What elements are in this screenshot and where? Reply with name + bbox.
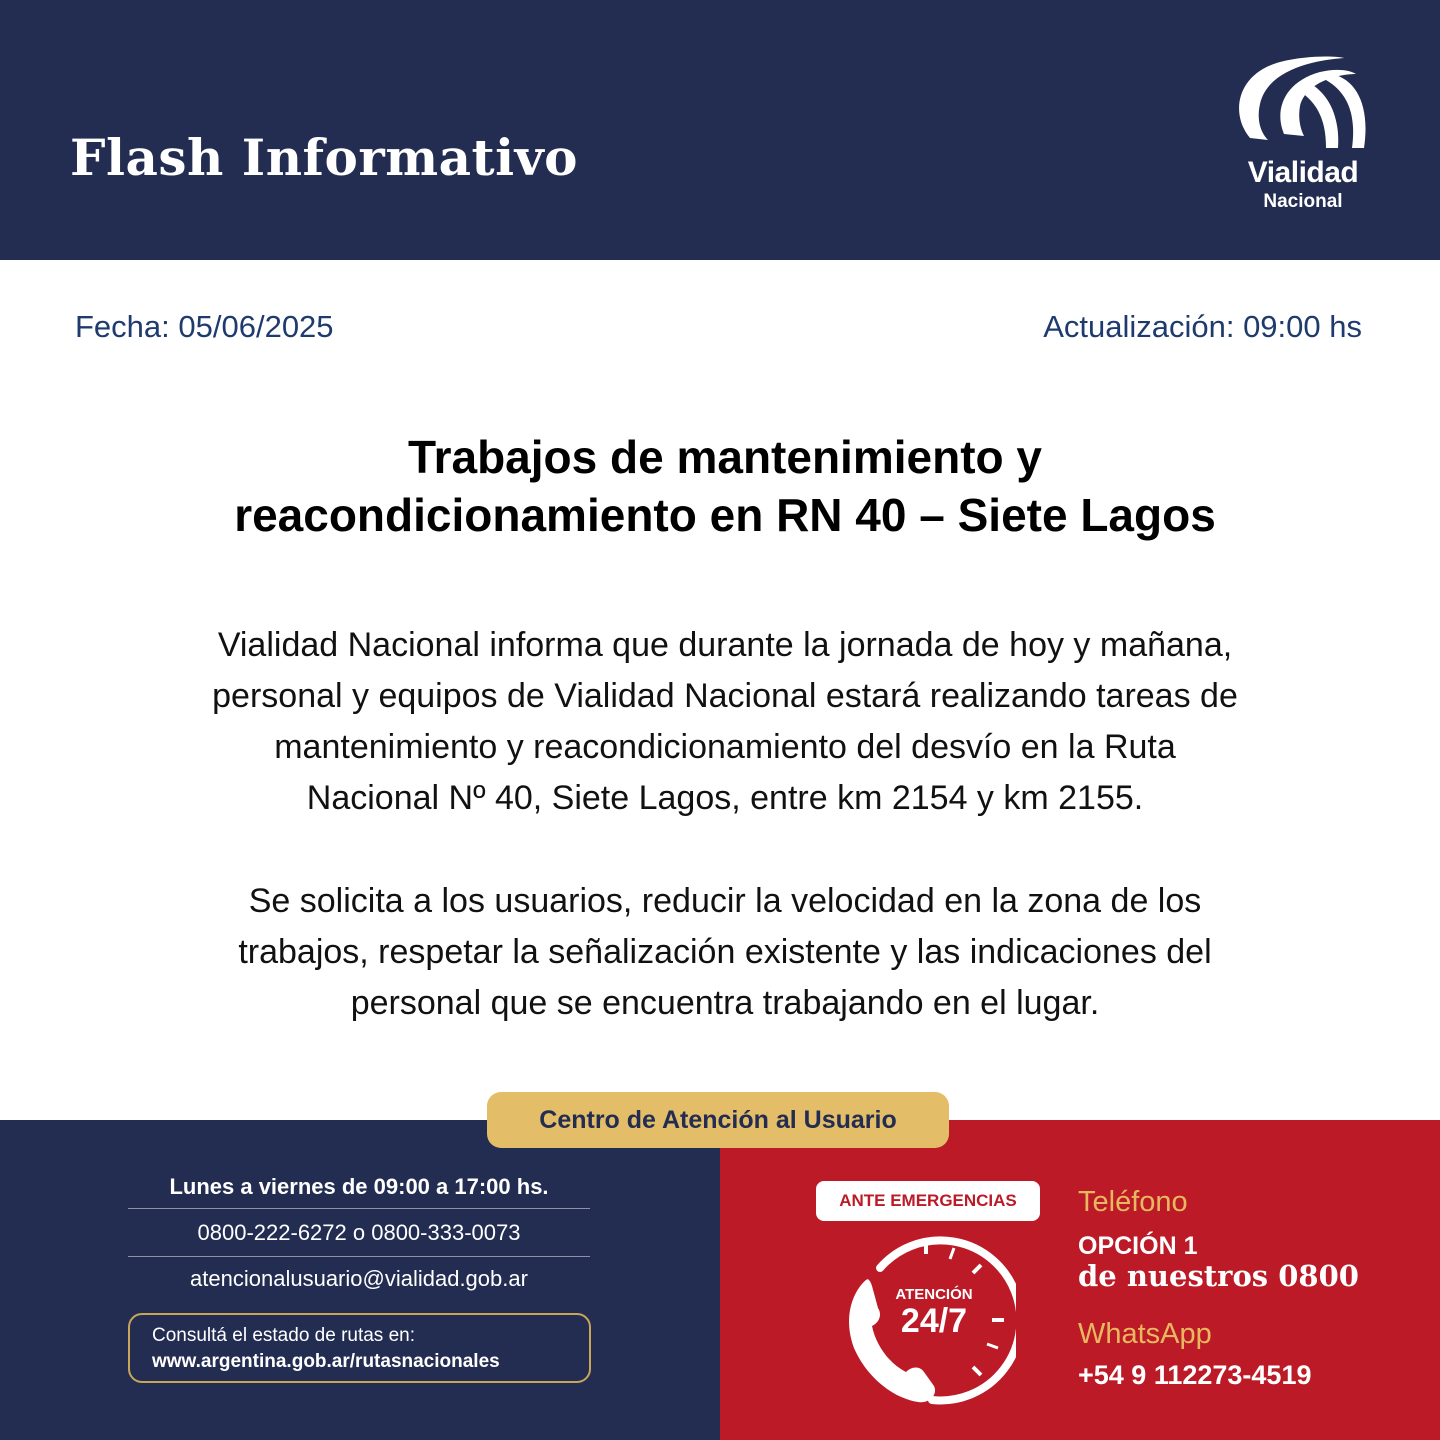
headline (120, 428, 1330, 544)
telefono-label: Teléfono (1078, 1186, 1188, 1218)
routes-label: Consultá el estado de rutas en: (152, 1325, 416, 1346)
road-curve-icon (1228, 52, 1378, 162)
whatsapp-number[interactable]: +54 9 112273-4519 (1078, 1360, 1312, 1390)
body-line: personal y equipos de Vialidad Nacional estará realizando tareas de (212, 677, 1238, 715)
vialidad-logo (1228, 52, 1378, 217)
header-banner (0, 0, 1440, 260)
page-title: Flash Informativo (70, 128, 579, 187)
headline-line-2: reacondicionamiento en RN 40 – Siete Lagos (234, 489, 1216, 541)
routes-link[interactable]: www.argentina.gob.ar/rutasnacionales (152, 1351, 500, 1372)
contact-email[interactable]: atencionalusuario@vialidad.gob.ar (190, 1266, 528, 1291)
body-paragraph-1 (115, 620, 1335, 824)
clock-caption: ATENCIÓN (895, 1286, 973, 1303)
routes-status-box (128, 1313, 591, 1383)
office-hours: Lunes a viernes de 09:00 a 17:00 hs. (169, 1174, 549, 1199)
actualizacion-label: Actualización: 09:00 hs (1043, 309, 1362, 344)
de-nuestros-label: de nuestros 0800 (1078, 1259, 1359, 1293)
centro-atencion-badge: Centro de Atención al Usuario (487, 1092, 949, 1148)
body-paragraph-2 (115, 876, 1335, 1029)
body-line: trabajos, respetar la señalización existente y las indicaciones del (238, 933, 1212, 971)
logo-subtitle: Nacional (1263, 191, 1343, 212)
body-line: mantenimiento y reacondicionamiento del desvío en la Ruta (274, 728, 1176, 766)
body-line: Nacional Nº 40, Siete Lagos, entre km 2154 y km 2155. (306, 779, 1144, 817)
logo-name: Vialidad (1247, 156, 1359, 189)
body-line: personal que se encuentra trabajando en el lugar. (350, 984, 1100, 1022)
phone-numbers: 0800-222-6272 o 0800-333-0073 (197, 1220, 521, 1245)
whatsapp-label: WhatsApp (1078, 1318, 1212, 1350)
opcion-label: OPCIÓN 1 (1078, 1232, 1198, 1260)
divider (128, 1256, 590, 1257)
headline-line-1: Trabajos de mantenimiento y (408, 431, 1042, 483)
divider (128, 1208, 590, 1209)
body-line: Vialidad Nacional informa que durante la jornada de hoy y mañana, (217, 626, 1233, 664)
body-line: Se solicita a los usuarios, reducir la velocidad en la zona de los (248, 882, 1202, 920)
attention-clock (836, 1230, 1016, 1410)
fecha-label: Fecha: 05/06/2025 (75, 309, 334, 344)
clock-value: 24/7 (900, 1302, 968, 1340)
emergency-badge: ANTE EMERGENCIAS (816, 1181, 1040, 1221)
